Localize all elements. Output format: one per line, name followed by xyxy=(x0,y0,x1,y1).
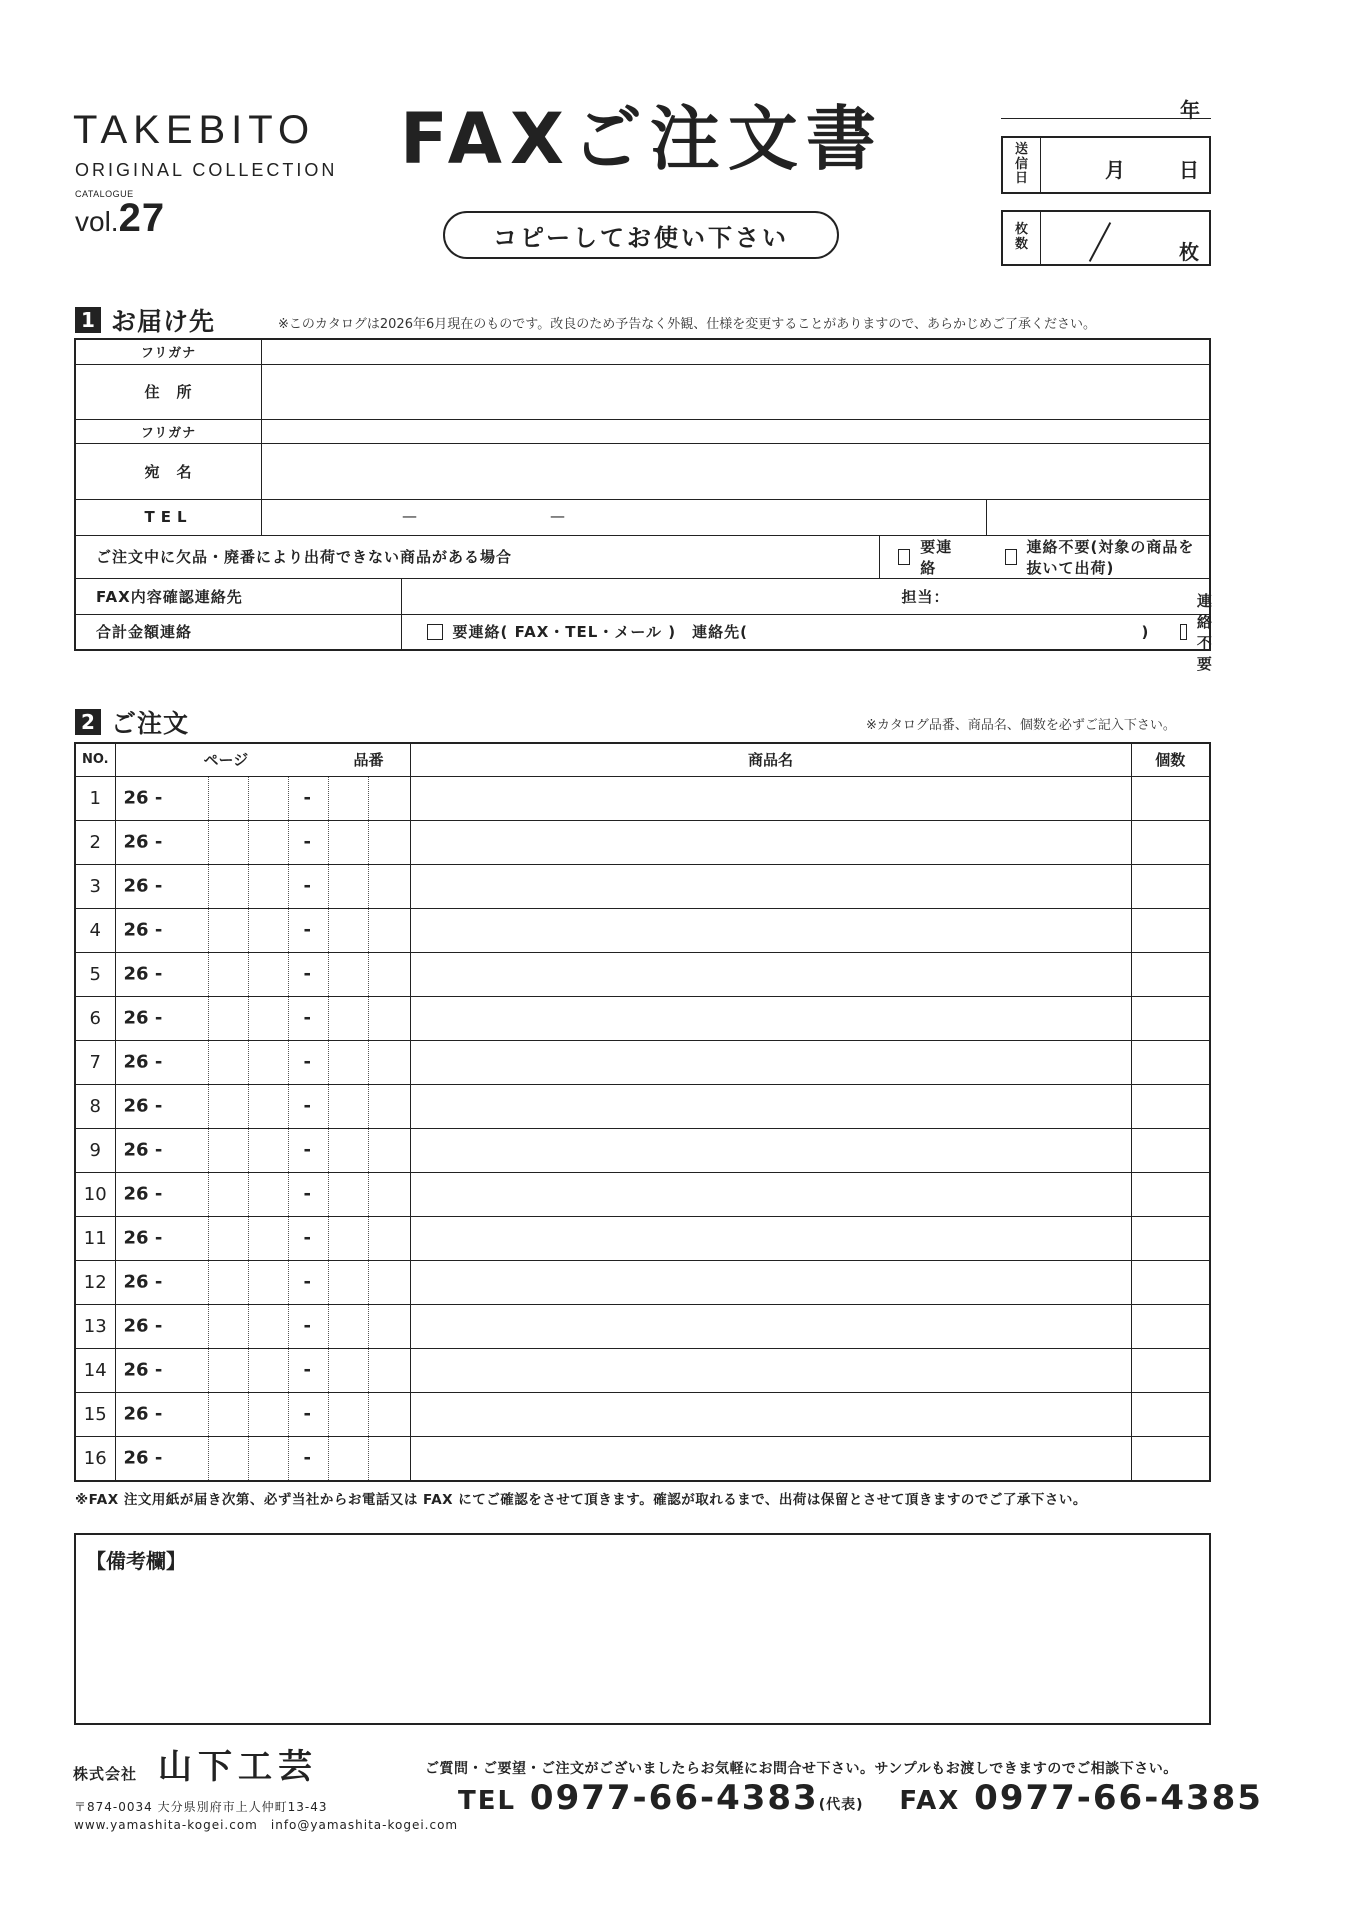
digit-divider xyxy=(248,865,249,908)
quantity-field[interactable] xyxy=(1131,1260,1210,1304)
order-row xyxy=(75,1040,1210,1084)
order-row xyxy=(75,820,1210,864)
code-prefix: 26 - xyxy=(123,1183,163,1205)
header-product-name: 商品名 xyxy=(410,743,1131,776)
quantity-field[interactable] xyxy=(1131,1348,1210,1392)
digit-divider xyxy=(288,997,289,1040)
code-prefix: 26 - xyxy=(123,831,163,853)
fax-confirm-label: FAX内容確認連絡先 xyxy=(75,578,401,614)
order-table xyxy=(74,742,1211,1482)
code-prefix: 26 - xyxy=(123,1403,163,1425)
code-dash: - xyxy=(303,1447,311,1469)
digit-divider xyxy=(248,777,249,820)
digit-divider xyxy=(288,821,289,864)
row-number: 7 xyxy=(75,1040,115,1084)
row-number: 3 xyxy=(75,864,115,908)
order-row xyxy=(75,996,1210,1040)
code-prefix: 26 - xyxy=(123,787,163,809)
header-page-item xyxy=(115,743,410,776)
order-row xyxy=(75,1128,1210,1172)
tel-extra-field[interactable] xyxy=(986,499,1210,535)
digit-divider xyxy=(208,1305,209,1348)
quantity-field[interactable] xyxy=(1131,1128,1210,1172)
digit-divider xyxy=(328,777,329,820)
digit-divider xyxy=(368,1173,369,1216)
digit-divider xyxy=(288,1305,289,1348)
digit-divider xyxy=(248,1261,249,1304)
sheet-count-label: 枚 数 xyxy=(1003,212,1041,264)
quantity-field[interactable] xyxy=(1131,996,1210,1040)
tel-note: (代表) xyxy=(818,1797,864,1813)
header-page: ページ xyxy=(203,751,249,770)
digit-divider xyxy=(368,865,369,908)
product-name-field[interactable] xyxy=(410,820,1131,864)
digit-divider xyxy=(288,1349,289,1392)
row-number: 5 xyxy=(75,952,115,996)
recipient-field[interactable] xyxy=(262,443,1211,499)
code-dash: - xyxy=(303,1315,311,1337)
item-code-field[interactable] xyxy=(115,1304,410,1348)
digit-divider xyxy=(368,953,369,996)
code-prefix: 26 - xyxy=(123,1359,163,1381)
total-no-contact-label: 連絡不要 xyxy=(1196,591,1213,673)
catalogue-notice: ※このカタログは2026年6月現在のものです。改良のため予告なく外観、仕様を変更することがありますので、あらかじめご了承ください。 xyxy=(278,317,1096,332)
brand-subtitle: ORIGINAL COLLECTION xyxy=(75,160,338,180)
order-row xyxy=(75,864,1210,908)
digit-divider xyxy=(368,821,369,864)
furigana-label: フリガナ xyxy=(75,419,262,443)
row-number: 10 xyxy=(75,1172,115,1216)
item-code-field[interactable] xyxy=(115,1040,410,1084)
order-row xyxy=(75,908,1210,952)
furigana-field[interactable] xyxy=(262,339,1211,364)
digit-divider xyxy=(208,953,209,996)
digit-divider xyxy=(328,1217,329,1260)
item-code-field[interactable] xyxy=(115,996,410,1040)
tel-dash: — xyxy=(550,506,566,525)
row-number: 11 xyxy=(75,1216,115,1260)
sheets-label: 枚 xyxy=(1179,240,1199,264)
digit-divider xyxy=(328,1085,329,1128)
digit-divider xyxy=(328,821,329,864)
row-number: 2 xyxy=(75,820,115,864)
delivery-section-header xyxy=(75,302,215,338)
contact-option-label: 要連絡 xyxy=(920,537,953,577)
digit-divider xyxy=(328,909,329,952)
quantity-field[interactable] xyxy=(1131,908,1210,952)
product-name-field[interactable] xyxy=(410,1348,1131,1392)
digit-divider xyxy=(208,1085,209,1128)
digit-divider xyxy=(368,1217,369,1260)
send-date-box[interactable] xyxy=(1001,136,1211,194)
digit-divider xyxy=(288,1173,289,1216)
page-title: FAXご注文書 xyxy=(400,98,884,180)
year-label: 年 xyxy=(1180,98,1200,122)
vol-prefix: vol. xyxy=(75,206,119,237)
product-name-field[interactable] xyxy=(410,1172,1131,1216)
product-name-field[interactable] xyxy=(410,952,1131,996)
code-prefix: 26 - xyxy=(123,1271,163,1293)
code-prefix: 26 - xyxy=(123,1007,163,1029)
digit-divider xyxy=(368,777,369,820)
person-in-charge-label: 担当： xyxy=(901,587,950,606)
order-row xyxy=(75,1348,1210,1392)
digit-divider xyxy=(368,1305,369,1348)
digit-divider xyxy=(328,953,329,996)
digit-divider xyxy=(328,1261,329,1304)
digit-divider xyxy=(248,1129,249,1172)
digit-divider xyxy=(328,997,329,1040)
digit-divider xyxy=(208,997,209,1040)
order-row xyxy=(75,1436,1210,1481)
vol-number: 27 xyxy=(118,196,166,240)
digit-divider xyxy=(248,1437,249,1480)
slash-divider xyxy=(1089,222,1111,262)
digit-divider xyxy=(208,1349,209,1392)
order-notice: ※カタログ品番、商品名、個数を必ずご記入下さい。 xyxy=(866,718,1176,733)
code-prefix: 26 - xyxy=(123,1095,163,1117)
total-contact-checkbox[interactable] xyxy=(427,624,443,640)
code-prefix: 26 - xyxy=(123,1051,163,1073)
volume xyxy=(75,196,165,241)
remarks-label: 【備考欄】 xyxy=(86,1549,186,1573)
quantity-field[interactable] xyxy=(1131,1040,1210,1084)
quantity-field[interactable] xyxy=(1131,1172,1210,1216)
code-prefix: 26 - xyxy=(123,1447,163,1469)
digit-divider xyxy=(288,1261,289,1304)
digit-divider xyxy=(368,909,369,952)
digit-divider xyxy=(328,1173,329,1216)
confirmation-note: ※FAX 注文用紙が届き次第、必ず当社からお電話又は FAX にてご確認をさせて頂きます。確認が取れるまで、出荷は保留とさせて頂きますのでご了承下さい。 xyxy=(75,1492,1087,1508)
code-dash: - xyxy=(303,1227,311,1249)
no-contact-checkbox[interactable] xyxy=(1005,549,1017,565)
order-row xyxy=(75,1084,1210,1128)
section-title: お届け先 xyxy=(111,307,216,336)
no-contact-option-label: 連絡不要(対象の商品を抜いて出荷) xyxy=(1026,537,1195,577)
digit-divider xyxy=(248,1217,249,1260)
digit-divider xyxy=(288,953,289,996)
tel-label: TEL xyxy=(458,1786,517,1816)
total-contact-label: 要連絡( FAX・TEL・メール ) 連絡先( xyxy=(452,623,748,642)
section-number: 1 xyxy=(75,307,101,333)
digit-divider xyxy=(288,865,289,908)
quantity-field[interactable] xyxy=(1131,820,1210,864)
company-address: 〒874-0034 大分県別府市上人仲町13-43 xyxy=(74,1800,328,1814)
brand-name: TAKEBITO xyxy=(73,108,316,152)
digit-divider xyxy=(288,1085,289,1128)
code-dash: - xyxy=(303,963,311,985)
code-dash: - xyxy=(303,1403,311,1425)
product-name-field[interactable] xyxy=(410,864,1131,908)
digit-divider xyxy=(328,1129,329,1172)
address-label: 住 所 xyxy=(75,364,262,419)
code-dash: - xyxy=(303,831,311,853)
code-dash: - xyxy=(303,1007,311,1029)
digit-divider xyxy=(328,1305,329,1348)
code-prefix: 26 - xyxy=(123,1227,163,1249)
code-dash: - xyxy=(303,1051,311,1073)
product-name-field[interactable] xyxy=(410,1304,1131,1348)
digit-divider xyxy=(328,1393,329,1436)
row-number: 13 xyxy=(75,1304,115,1348)
digit-divider xyxy=(208,1393,209,1436)
row-number: 6 xyxy=(75,996,115,1040)
contact-checkbox[interactable] xyxy=(898,549,910,565)
digit-divider xyxy=(328,1041,329,1084)
quantity-field[interactable] xyxy=(1131,1304,1210,1348)
furigana-field[interactable] xyxy=(262,419,1211,443)
month-label: 月 xyxy=(1105,158,1125,182)
quantity-field[interactable] xyxy=(1131,1084,1210,1128)
digit-divider xyxy=(248,909,249,952)
row-number: 4 xyxy=(75,908,115,952)
section-title: ご注文 xyxy=(111,709,190,738)
item-code-field[interactable] xyxy=(115,1260,410,1304)
company-type: 株式会社 xyxy=(73,1765,138,1783)
row-number: 12 xyxy=(75,1260,115,1304)
digit-divider xyxy=(208,1217,209,1260)
row-number: 9 xyxy=(75,1128,115,1172)
order-row xyxy=(75,1172,1210,1216)
fax-confirm-field[interactable] xyxy=(401,578,1210,614)
product-name-field[interactable] xyxy=(410,1084,1131,1128)
product-name-field[interactable] xyxy=(410,1040,1131,1084)
digit-divider xyxy=(368,1393,369,1436)
digit-divider xyxy=(368,1261,369,1304)
digit-divider xyxy=(208,909,209,952)
digit-divider xyxy=(328,1437,329,1480)
code-dash: - xyxy=(303,1271,311,1293)
digit-divider xyxy=(368,1437,369,1480)
digit-divider xyxy=(288,1437,289,1480)
digit-divider xyxy=(248,1085,249,1128)
sheet-count-box[interactable] xyxy=(1001,210,1211,266)
code-dash: - xyxy=(303,1183,311,1205)
tel-field[interactable] xyxy=(262,499,987,535)
out-of-stock-options xyxy=(880,535,1210,578)
item-code-field[interactable] xyxy=(115,1348,410,1392)
item-code-field[interactable] xyxy=(115,1436,410,1481)
digit-divider xyxy=(248,1393,249,1436)
order-row xyxy=(75,1392,1210,1436)
digit-divider xyxy=(208,1261,209,1304)
order-section-header xyxy=(75,704,189,740)
fax-label: FAX xyxy=(899,1786,961,1816)
fax-number[interactable]: 0977-66-4385 xyxy=(974,1778,1263,1818)
digit-divider xyxy=(208,1437,209,1480)
catalogue-label: CATALOGUE xyxy=(75,189,134,199)
header-quantity: 個数 xyxy=(1131,743,1210,776)
digit-divider xyxy=(208,1041,209,1084)
product-name-field[interactable] xyxy=(410,1260,1131,1304)
product-name-field[interactable] xyxy=(410,908,1131,952)
address-field[interactable] xyxy=(262,364,1211,419)
tel-dash: — xyxy=(402,506,418,525)
row-number: 8 xyxy=(75,1084,115,1128)
total-amount-label: 合計金額連絡 xyxy=(75,614,401,650)
tel-number[interactable]: 0977-66-4383 xyxy=(529,1778,819,1818)
company-web: www.yamashita-kogei.com info@yamashita-kogei.com xyxy=(74,1818,459,1832)
row-number: 15 xyxy=(75,1392,115,1436)
digit-divider xyxy=(368,997,369,1040)
digit-divider xyxy=(368,1349,369,1392)
contact-numbers xyxy=(458,1778,1263,1819)
row-number: 14 xyxy=(75,1348,115,1392)
order-row xyxy=(75,1260,1210,1304)
digit-divider xyxy=(248,997,249,1040)
product-name-field[interactable] xyxy=(410,1392,1131,1436)
code-prefix: 26 - xyxy=(123,1315,163,1337)
row-number: 1 xyxy=(75,776,115,820)
item-code-field[interactable] xyxy=(115,1128,410,1172)
header-no: NO. xyxy=(75,743,115,776)
digit-divider xyxy=(288,1393,289,1436)
company-logo: 山下工芸 xyxy=(158,1747,318,1787)
code-dash: - xyxy=(303,1139,311,1161)
code-dash: - xyxy=(303,1095,311,1117)
total-no-contact-checkbox[interactable] xyxy=(1180,624,1187,640)
code-prefix: 26 - xyxy=(123,963,163,985)
item-code-field[interactable] xyxy=(115,776,410,820)
quantity-field[interactable] xyxy=(1131,776,1210,820)
digit-divider xyxy=(248,1349,249,1392)
code-dash: - xyxy=(303,1359,311,1381)
quantity-field[interactable] xyxy=(1131,1436,1210,1481)
item-code-field[interactable] xyxy=(115,952,410,996)
code-prefix: 26 - xyxy=(123,1139,163,1161)
code-prefix: 26 - xyxy=(123,875,163,897)
digit-divider xyxy=(208,1173,209,1216)
code-dash: - xyxy=(303,787,311,809)
digit-divider xyxy=(368,1041,369,1084)
order-row xyxy=(75,1216,1210,1260)
digit-divider xyxy=(288,1041,289,1084)
digit-divider xyxy=(248,953,249,996)
item-code-field[interactable] xyxy=(115,864,410,908)
item-code-field[interactable] xyxy=(115,820,410,864)
order-row xyxy=(75,952,1210,996)
quantity-field[interactable] xyxy=(1131,952,1210,996)
code-prefix: 26 - xyxy=(123,919,163,941)
quantity-field[interactable] xyxy=(1131,864,1210,908)
quantity-field[interactable] xyxy=(1131,1216,1210,1260)
send-date-label: 送 信 日 xyxy=(1003,138,1041,192)
digit-divider xyxy=(328,865,329,908)
digit-divider xyxy=(368,1085,369,1128)
item-code-field[interactable] xyxy=(115,1216,410,1260)
tel-label: TEL xyxy=(75,499,262,535)
footer-message: ご質問・ご要望・ご注文がございましたらお気軽にお問合せ下さい。サンプルもお渡しできますのでご相談下さい。 xyxy=(425,1761,1178,1777)
digit-divider xyxy=(208,865,209,908)
header-item-no: 品番 xyxy=(353,751,384,770)
item-code-field[interactable] xyxy=(115,1392,410,1436)
digit-divider xyxy=(248,1173,249,1216)
digit-divider xyxy=(248,1305,249,1348)
code-dash: - xyxy=(303,919,311,941)
furigana-label: フリガナ xyxy=(75,339,262,364)
copy-note-badge: コピーしてお使い下さい xyxy=(443,211,839,259)
product-name-field[interactable] xyxy=(410,1128,1131,1172)
digit-divider xyxy=(368,1129,369,1172)
item-code-field[interactable] xyxy=(115,1172,410,1216)
digit-divider xyxy=(328,1349,329,1392)
digit-divider xyxy=(208,777,209,820)
item-code-field[interactable] xyxy=(115,1084,410,1128)
product-name-field[interactable] xyxy=(410,1436,1131,1481)
section-number: 2 xyxy=(75,709,101,735)
code-dash: - xyxy=(303,875,311,897)
product-name-field[interactable] xyxy=(410,776,1131,820)
out-of-stock-label: ご注文中に欠品・廃番により出荷できない商品がある場合 xyxy=(75,535,880,578)
total-contact-close: ) xyxy=(1141,622,1150,641)
row-number: 16 xyxy=(75,1436,115,1481)
digit-divider xyxy=(248,821,249,864)
remarks-box[interactable] xyxy=(74,1533,1211,1725)
delivery-table xyxy=(74,338,1213,673)
digit-divider xyxy=(208,1129,209,1172)
digit-divider xyxy=(288,909,289,952)
day-label: 日 xyxy=(1179,158,1199,182)
product-name-field[interactable] xyxy=(410,996,1131,1040)
digit-divider xyxy=(208,821,209,864)
order-row xyxy=(75,1304,1210,1348)
digit-divider xyxy=(288,1129,289,1172)
recipient-label: 宛 名 xyxy=(75,443,262,499)
digit-divider xyxy=(288,777,289,820)
digit-divider xyxy=(288,1217,289,1260)
order-row xyxy=(75,776,1210,820)
product-name-field[interactable] xyxy=(410,1216,1131,1260)
digit-divider xyxy=(248,1041,249,1084)
item-code-field[interactable] xyxy=(115,908,410,952)
quantity-field[interactable] xyxy=(1131,1392,1210,1436)
